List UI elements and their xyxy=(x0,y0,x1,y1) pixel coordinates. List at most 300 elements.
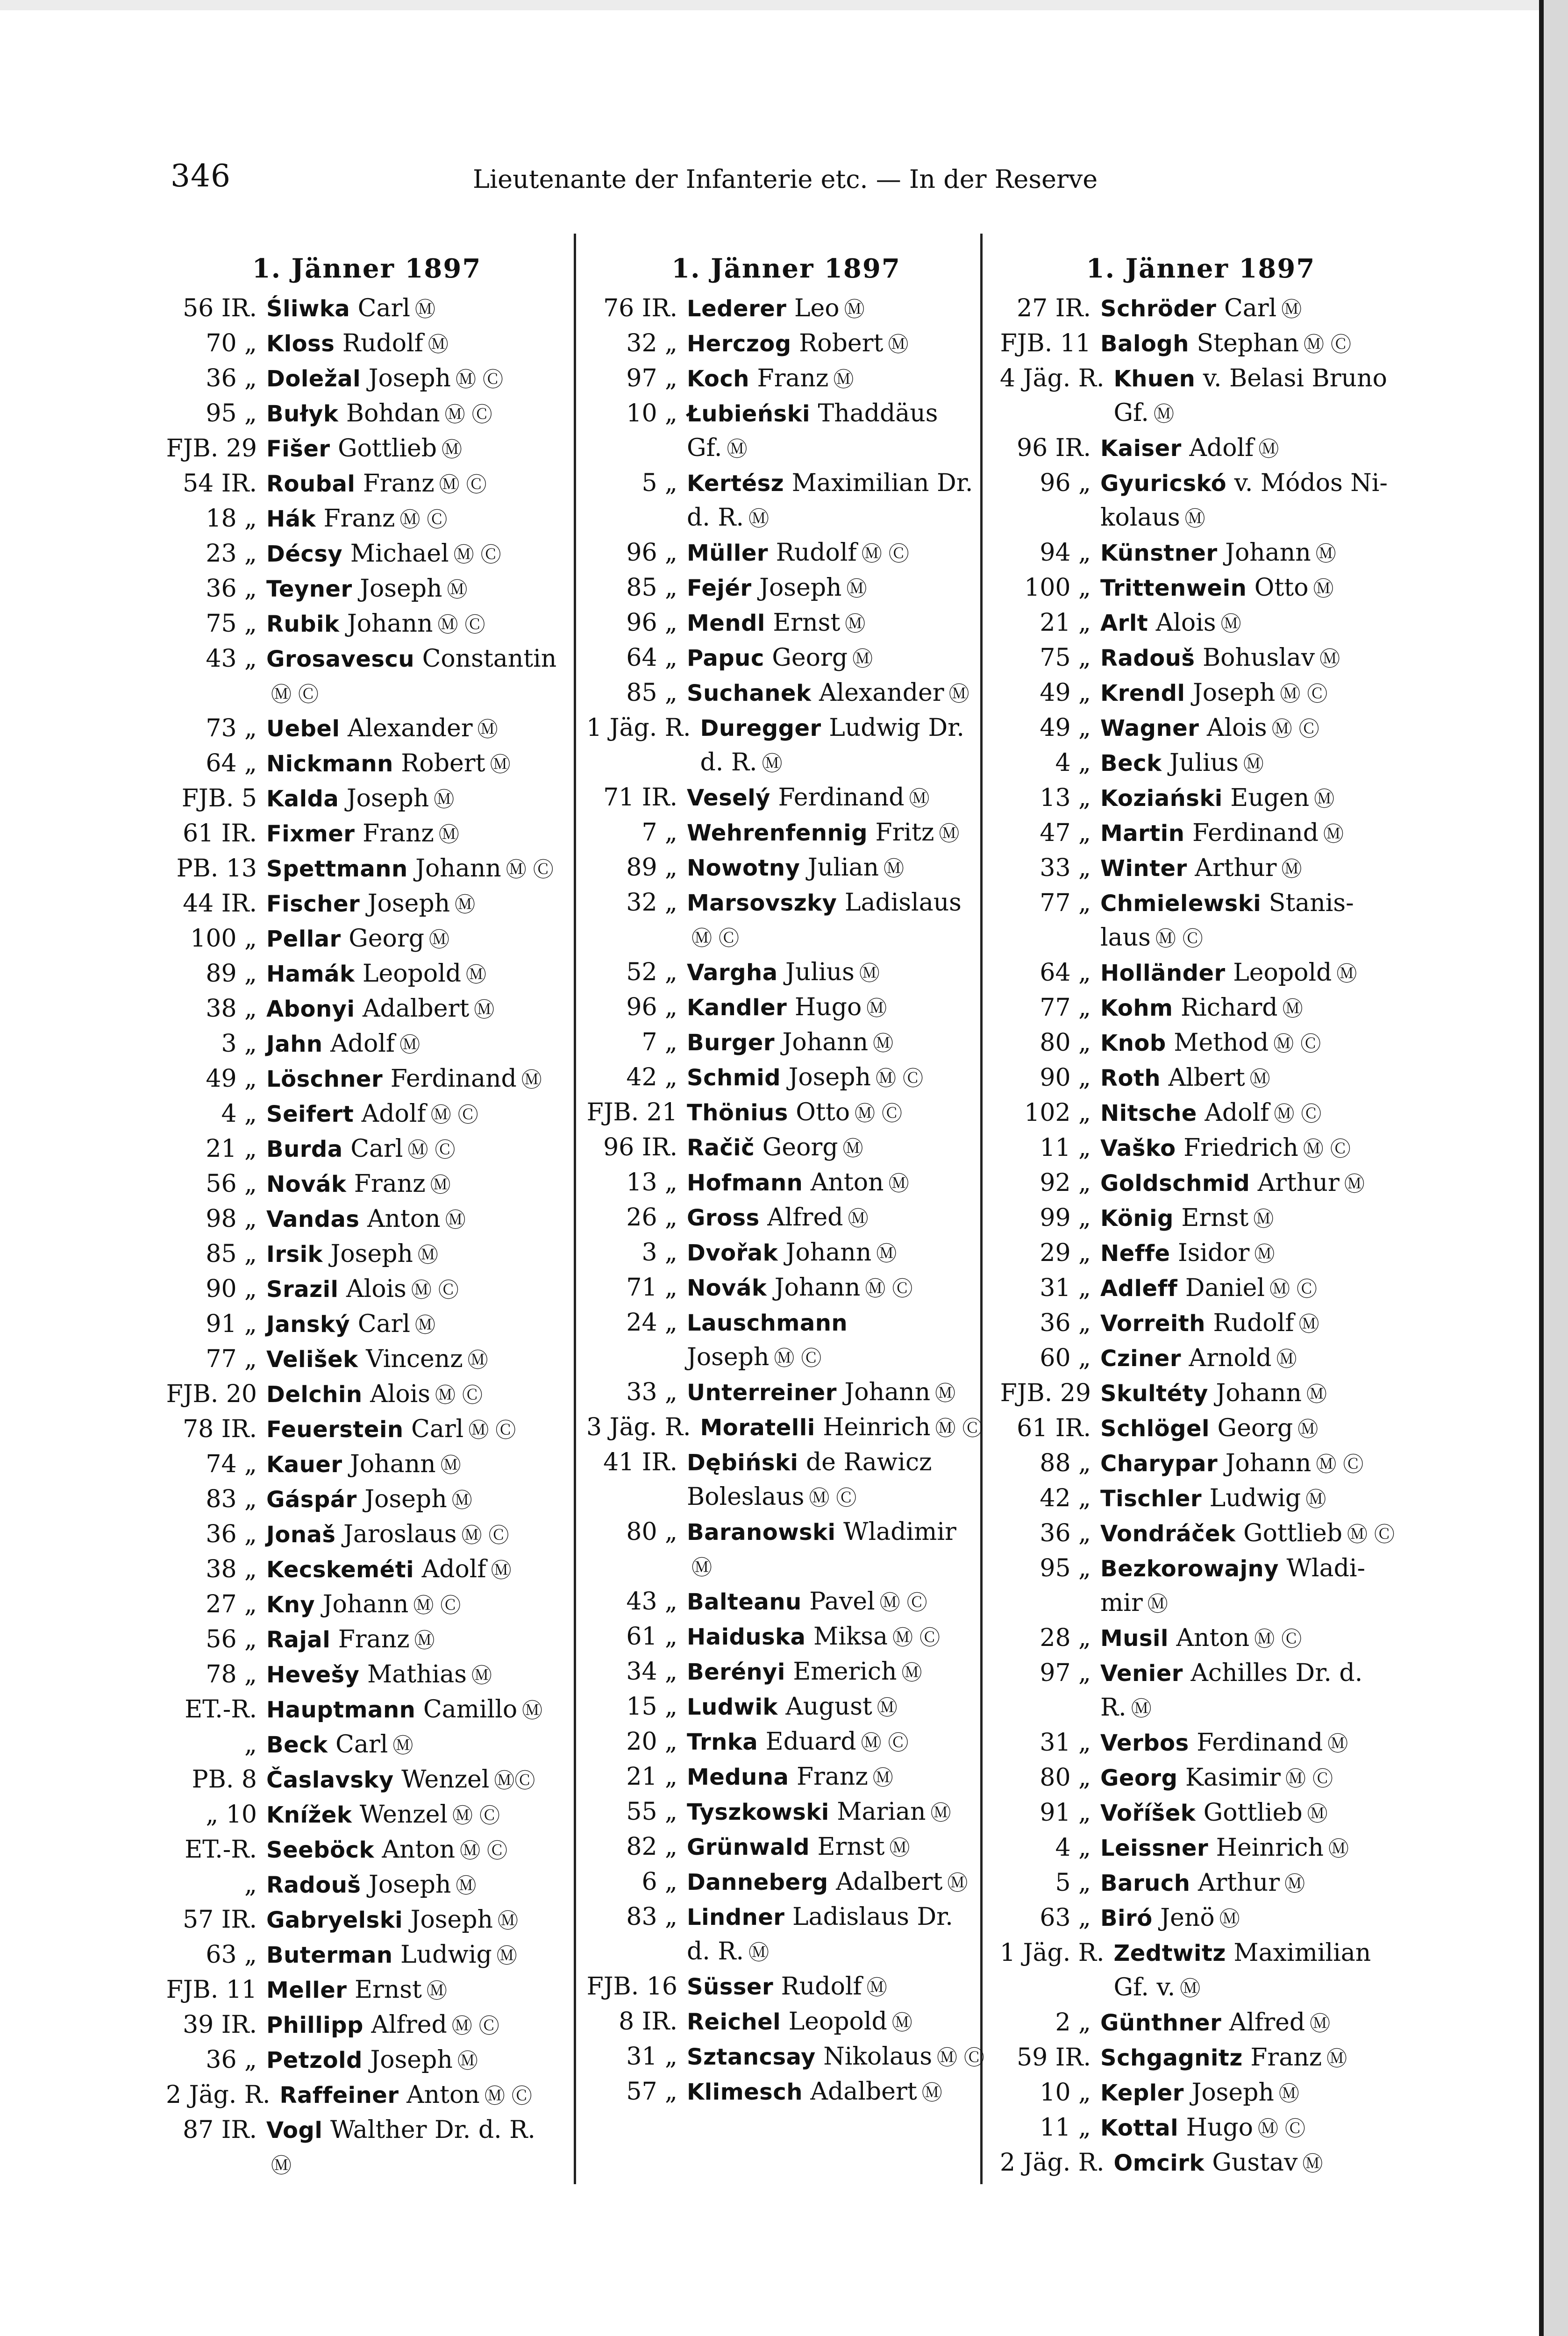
officer-name xyxy=(1100,1796,1402,1831)
unit-label: 32 „ xyxy=(626,889,677,917)
unit-label: 2 Jäg. R. xyxy=(1000,2149,1105,2177)
unit-label: 39 IR. xyxy=(183,2011,257,2039)
surname: Moratelli xyxy=(700,1415,815,1441)
decoration-marks: Ⓜ xyxy=(1278,2082,1299,2106)
given-name: Heinrich xyxy=(823,1413,931,1441)
list-item xyxy=(586,1970,986,2005)
surname: Łubieński xyxy=(687,401,810,427)
officer-name xyxy=(266,607,568,642)
officer-name xyxy=(266,712,568,747)
list-item xyxy=(1000,536,1402,571)
given-name: Johann xyxy=(1225,1449,1311,1477)
surname: Dębiński xyxy=(687,1450,798,1476)
list-item xyxy=(1000,1446,1402,1481)
decoration-marks: Ⓜ Ⓒ xyxy=(861,1731,909,1755)
unit-label: 100 „ xyxy=(1024,574,1091,602)
surname: Doležal xyxy=(266,366,361,392)
list-item xyxy=(1000,1517,1402,1552)
officer-name xyxy=(266,817,568,852)
list-item xyxy=(166,1062,568,1097)
decoration-marks: Ⓜ xyxy=(1319,647,1340,671)
officer-name xyxy=(1100,816,1402,851)
surname: Kloss xyxy=(266,331,335,357)
given-name: Alfred xyxy=(767,1204,843,1232)
unit-label: 74 „ xyxy=(206,1450,257,1478)
unit-label: 4 „ xyxy=(221,1100,257,1128)
unit-label: 6 „ xyxy=(641,1868,677,1896)
surname: Abonyi xyxy=(266,996,355,1022)
officer-name xyxy=(266,1693,568,1728)
decoration-marks: Ⓜ xyxy=(1298,1312,1319,1336)
decoration-marks: Ⓜ Ⓒ xyxy=(865,1277,913,1301)
decoration-marks: Ⓜ xyxy=(1184,507,1205,531)
unit-label: 5 „ xyxy=(641,469,677,497)
decoration-marks: Ⓜ Ⓒ xyxy=(1271,717,1319,741)
surname: Fejér xyxy=(687,575,752,601)
list-item xyxy=(166,747,568,782)
list-item xyxy=(586,1655,986,1690)
surname: Cziner xyxy=(1100,1346,1182,1372)
unit-label: FJB. 11 xyxy=(166,1976,257,2004)
given-name: Arthur xyxy=(1197,1869,1280,1897)
list-item xyxy=(166,1307,568,1342)
given-name: Joseph xyxy=(364,1485,447,1513)
list-item xyxy=(1000,1306,1402,1341)
unit-label: ET.-R. xyxy=(185,1695,257,1724)
given-name: Georg xyxy=(772,644,848,672)
officer-name xyxy=(266,327,568,362)
decoration-marks: Ⓜ Ⓒ xyxy=(407,1138,456,1162)
given-name: Julian xyxy=(807,854,879,882)
column-heading: 1. Jänner 1897 xyxy=(1086,253,1316,284)
surname: Charypar xyxy=(1100,1451,1218,1477)
given-name: Leopold xyxy=(1233,959,1332,987)
decoration-marks: Ⓜ Ⓒ xyxy=(453,543,501,567)
officer-name xyxy=(266,887,568,922)
list-item xyxy=(586,292,986,327)
given-name: Maximilian Gf. v. xyxy=(1113,1939,1371,2001)
decoration-marks: Ⓜ xyxy=(1281,857,1302,881)
given-name: Franz xyxy=(323,505,395,533)
unit-label: 94 „ xyxy=(1040,539,1091,567)
given-name: Joseph xyxy=(367,890,450,918)
officer-name xyxy=(687,1865,986,1900)
unit-label: 88 „ xyxy=(1040,1449,1091,1477)
given-name: Michael xyxy=(350,540,449,568)
given-name: Georg xyxy=(1217,1414,1293,1442)
decoration-marks: Ⓜ Ⓒ xyxy=(1273,1032,1321,1056)
given-name: Georg xyxy=(349,925,424,953)
decoration-marks: Ⓜ xyxy=(426,1979,447,2003)
decoration-marks: Ⓜ xyxy=(434,788,455,812)
list-item xyxy=(166,607,568,642)
unit-label: 15 „ xyxy=(626,1693,677,1721)
list-item xyxy=(166,1097,568,1132)
officer-name xyxy=(687,1271,986,1306)
list-item xyxy=(166,397,568,432)
given-name: Constantin xyxy=(422,645,557,673)
unit-label: 38 „ xyxy=(206,995,257,1023)
unit-label: 83 „ xyxy=(626,1903,677,1931)
decoration-marks: Ⓜ xyxy=(1131,1697,1152,1721)
officer-name xyxy=(1100,1166,1402,1201)
list-item xyxy=(166,1342,568,1377)
officer-name xyxy=(687,1131,986,1166)
given-name: Leopold xyxy=(362,960,462,988)
officer-name xyxy=(266,2043,568,2078)
unit-label: 92 „ xyxy=(1040,1169,1091,1197)
officer-name xyxy=(1100,536,1402,571)
surname: Adleff xyxy=(1100,1275,1178,1302)
decoration-marks: Ⓜ xyxy=(888,333,909,356)
surname: Knížek xyxy=(266,1802,352,1828)
given-name: Vincenz xyxy=(366,1345,463,1373)
decoration-marks: Ⓜ xyxy=(417,1243,438,1267)
given-name: Ernst xyxy=(773,609,841,637)
unit-label: 33 „ xyxy=(1040,854,1091,882)
surname: Chmielewski xyxy=(1100,890,1262,917)
given-name: Joseph xyxy=(360,575,442,603)
officer-name xyxy=(687,676,986,711)
list-item xyxy=(166,712,568,747)
unit-label: 77 „ xyxy=(1040,889,1091,917)
list-item xyxy=(586,2075,986,2110)
officer-name xyxy=(1100,1726,1402,1761)
given-name: Carl xyxy=(350,1135,403,1163)
decoration-marks: Ⓜ xyxy=(884,857,904,881)
surname: Skultéty xyxy=(1100,1381,1208,1407)
decoration-marks: Ⓜ Ⓒ xyxy=(1304,333,1352,356)
decoration-marks: Ⓜ xyxy=(876,1242,897,1266)
decoration-marks: Ⓜ Ⓒ xyxy=(861,542,909,566)
surname: Schgagnitz xyxy=(1100,2045,1243,2071)
unit-label: 91 „ xyxy=(206,1310,257,1338)
list-item xyxy=(1000,711,1402,746)
given-name: Heinrich xyxy=(1216,1834,1324,1862)
decoration-marks: Ⓜ xyxy=(414,1629,435,1652)
decoration-marks: Ⓜ xyxy=(466,963,487,987)
list-item xyxy=(586,851,986,886)
list-item xyxy=(1000,1656,1402,1726)
decoration-marks: Ⓜ Ⓒ xyxy=(1280,682,1328,706)
list-item xyxy=(1000,2146,1402,2181)
surname: Hofmann xyxy=(687,1170,803,1196)
unit-label: „ xyxy=(244,1731,257,1759)
list-item xyxy=(586,1271,986,1306)
surname: Pellar xyxy=(266,926,341,952)
list-item xyxy=(1000,676,1402,711)
unit-label: 41 IR. xyxy=(603,1448,677,1476)
officer-name xyxy=(687,327,986,362)
given-name: Arnold xyxy=(1189,1344,1272,1372)
list-item xyxy=(1000,1166,1402,1201)
decoration-marks: Ⓜ Ⓒ xyxy=(1274,1102,1322,1126)
entry-list xyxy=(1000,292,1402,2181)
surname: Seifert xyxy=(266,1101,354,1127)
unit-label: 71 „ xyxy=(626,1274,677,1302)
column-3 xyxy=(1000,252,1402,2181)
given-name: Kasimir xyxy=(1185,1764,1281,1792)
given-name: Joseph xyxy=(368,364,451,392)
surname: Wagner xyxy=(1100,715,1199,741)
officer-name xyxy=(266,1798,568,1833)
surname: Biró xyxy=(1100,1905,1153,1931)
given-name: Ladislaus xyxy=(844,889,962,917)
decoration-marks: Ⓜ Ⓒ xyxy=(437,613,485,637)
surname: Georg xyxy=(1100,1765,1178,1791)
decoration-marks: Ⓜ xyxy=(1336,962,1357,986)
given-name: Alois xyxy=(370,1380,430,1408)
decoration-marks: Ⓜ xyxy=(457,2049,478,2073)
decoration-marks: Ⓜ xyxy=(392,1734,413,1758)
surname: Balogh xyxy=(1100,331,1189,357)
surname: Grünwald xyxy=(687,1834,810,1860)
decoration-marks: Ⓜ xyxy=(948,682,969,706)
surname: Martin xyxy=(1100,820,1185,847)
unit-label: 5 „ xyxy=(1055,1869,1091,1897)
officer-name xyxy=(266,957,568,992)
surname: Grosavescu xyxy=(266,646,415,672)
officer-name xyxy=(266,747,568,782)
given-name: Alois xyxy=(1155,609,1216,637)
given-name: Mathias xyxy=(367,1660,467,1688)
surname: Knob xyxy=(1100,1030,1166,1056)
list-item xyxy=(586,1306,986,1375)
decoration-marks: Ⓜ xyxy=(1306,1382,1327,1406)
given-name: Johann xyxy=(1225,539,1311,567)
unit-label: 18 „ xyxy=(206,505,257,533)
surname: Hák xyxy=(266,506,316,532)
unit-label: 4 „ xyxy=(1055,1834,1091,1862)
decoration-marks: Ⓜ xyxy=(891,2011,912,2035)
unit-label: 98 „ xyxy=(206,1205,257,1233)
list-item xyxy=(1000,1796,1402,1831)
given-name: Ferdinand xyxy=(778,783,905,812)
surname: Seeböck xyxy=(266,1837,374,1863)
unit-label: 4 Jäg. R. xyxy=(1000,364,1105,392)
surname: Venier xyxy=(1100,1660,1183,1687)
decoration-marks: Ⓜ xyxy=(691,1556,712,1580)
unit-label: 4 „ xyxy=(1055,749,1091,777)
surname: Schmid xyxy=(687,1065,781,1091)
given-name: Adolf xyxy=(361,1100,426,1128)
surname: Hamák xyxy=(266,961,355,987)
surname: Meller xyxy=(266,1977,347,2003)
decoration-marks: Ⓜ xyxy=(846,577,867,601)
officer-name xyxy=(266,1658,568,1693)
unit-label: 56 IR. xyxy=(183,294,257,322)
decoration-marks: Ⓜ xyxy=(842,1137,863,1161)
surname: Baranowski xyxy=(687,1519,836,1545)
surname: Beck xyxy=(266,1732,328,1758)
surname: Unterreiner xyxy=(687,1380,837,1406)
given-name: Miksa xyxy=(813,1623,888,1651)
surname: Velišek xyxy=(266,1346,358,1373)
decoration-marks: Ⓜ xyxy=(1328,1837,1349,1861)
list-item xyxy=(166,1623,568,1658)
officer-name xyxy=(1100,431,1402,466)
list-item xyxy=(586,1865,986,1900)
given-name: Jaroslaus xyxy=(343,1520,457,1548)
unit-label: 21 „ xyxy=(1040,609,1091,637)
officer-name xyxy=(266,397,568,432)
given-name: Johann xyxy=(350,1450,436,1478)
surname: Koziański xyxy=(1100,785,1223,812)
given-name: Pavel xyxy=(809,1588,875,1616)
unit-label: FJB. 16 xyxy=(586,1973,677,2001)
list-item xyxy=(1000,1552,1402,1621)
decoration-marks: Ⓜ Ⓒ xyxy=(691,926,739,950)
given-name: Rudolf xyxy=(1213,1309,1294,1337)
officer-name xyxy=(266,1027,568,1062)
unit-label: 70 „ xyxy=(206,329,257,357)
officer-name xyxy=(1100,466,1402,536)
list-item xyxy=(166,1167,568,1202)
given-name: Joseph xyxy=(1192,679,1276,707)
decoration-marks: Ⓜ xyxy=(877,1696,898,1720)
unit-label: 13 „ xyxy=(1040,784,1091,812)
officer-name xyxy=(687,1061,986,1096)
officer-name xyxy=(687,1026,986,1061)
given-name: Adolf xyxy=(1189,434,1254,462)
unit-label: 91 „ xyxy=(1040,1799,1091,1827)
unit-label: 3 „ xyxy=(221,1030,257,1058)
unit-label: „ 10 xyxy=(206,1801,257,1829)
decoration-marks: Ⓜ Ⓒ xyxy=(435,1383,483,1407)
list-item xyxy=(586,1620,986,1655)
list-item xyxy=(586,1236,986,1271)
given-name: Carl xyxy=(357,1310,411,1338)
list-item xyxy=(586,1690,986,1725)
list-item xyxy=(1000,1726,1402,1761)
given-name: Method xyxy=(1174,1029,1269,1057)
given-name: Maximilian Dr. d. R. xyxy=(687,469,973,532)
officer-name xyxy=(1100,1376,1402,1411)
decoration-marks: Ⓜ xyxy=(521,1068,542,1092)
surname: Novák xyxy=(687,1275,767,1301)
officer-name xyxy=(1100,1411,1402,1446)
unit-label: 43 „ xyxy=(626,1588,677,1616)
given-name: Franz xyxy=(338,1625,410,1653)
decoration-marks: Ⓜ xyxy=(852,647,873,671)
surname: Nickmann xyxy=(266,751,393,777)
given-name: Franz xyxy=(757,364,829,392)
officer-name xyxy=(280,2078,568,2113)
surname: Haiduska xyxy=(687,1624,806,1650)
officer-name xyxy=(266,1553,568,1588)
officer-name xyxy=(700,1410,986,1446)
officer-name xyxy=(1100,1656,1402,1726)
unit-label: 59 IR. xyxy=(1017,2044,1091,2072)
decoration-marks: Ⓜ Ⓒ xyxy=(1155,927,1203,951)
given-name: v. Belasi Bruno Gf. xyxy=(1113,364,1387,427)
officer-name xyxy=(687,1096,986,1131)
list-item xyxy=(586,1026,986,1061)
given-name: Joseph xyxy=(346,784,429,812)
surname: Raffeiner xyxy=(279,2082,399,2108)
surname: Baruch xyxy=(1100,1870,1190,1896)
unit-label: 78 IR. xyxy=(183,1415,257,1443)
unit-label: 82 „ xyxy=(626,1833,677,1861)
officer-name xyxy=(687,886,986,955)
decoration-marks: Ⓜ xyxy=(1297,1417,1319,1441)
unit-label: 54 IR. xyxy=(183,470,257,498)
decoration-marks: Ⓜ Ⓒ xyxy=(452,1804,500,1828)
unit-label: 36 „ xyxy=(1040,1519,1091,1547)
surname: König xyxy=(1100,1205,1174,1232)
officer-name xyxy=(687,536,986,571)
surname: Löschner xyxy=(266,1066,383,1092)
officer-name xyxy=(266,1202,568,1237)
given-name: Robert xyxy=(799,329,884,357)
list-item xyxy=(166,1447,568,1482)
decoration-marks: Ⓜ Ⓒ xyxy=(1258,2117,1306,2141)
surname: Tischler xyxy=(1100,1486,1202,1512)
list-item xyxy=(1000,327,1402,362)
given-name: Joseph xyxy=(759,574,842,602)
decoration-marks: Ⓜ xyxy=(921,2081,942,2105)
surname: Vargha xyxy=(687,960,778,986)
unit-label: 43 „ xyxy=(206,645,257,673)
surname: Srazil xyxy=(266,1276,339,1303)
surname: Vogl xyxy=(266,2117,323,2144)
surname: Veselý xyxy=(687,785,770,811)
surname: Papuc xyxy=(687,645,764,671)
officer-name xyxy=(266,642,568,712)
given-name: Alfred xyxy=(1229,2008,1305,2037)
surname: Lindner xyxy=(687,1904,785,1930)
officer-name xyxy=(687,1236,986,1271)
given-name: Carl xyxy=(411,1415,464,1443)
given-name: Johann xyxy=(415,855,501,883)
unit-label: 49 „ xyxy=(1040,714,1091,742)
surname: Račič xyxy=(687,1135,755,1161)
surname: Müller xyxy=(687,540,769,566)
scan-right-margin xyxy=(1544,0,1568,2336)
given-name: Leo xyxy=(794,294,840,322)
unit-label: ET.-R. xyxy=(185,1836,257,1864)
given-name: Achilles Dr. d. R. xyxy=(1100,1659,1363,1722)
list-item xyxy=(586,1795,986,1830)
officer-name xyxy=(266,1342,568,1377)
decoration-marks: Ⓜ xyxy=(833,368,854,392)
officer-name xyxy=(687,292,986,327)
unit-label: FJB. 29 xyxy=(166,434,257,463)
decoration-marks: Ⓜ xyxy=(1326,2047,1347,2071)
officer-name xyxy=(266,1062,568,1097)
given-name: Ludwig xyxy=(400,1941,492,1969)
unit-label: 80 „ xyxy=(1040,1029,1091,1057)
unit-label: 7 „ xyxy=(641,1028,677,1056)
surname: Jahn xyxy=(266,1031,323,1057)
officer-name xyxy=(1100,327,1402,362)
officer-name xyxy=(687,781,986,816)
given-name: Wladi- mir xyxy=(1100,1554,1366,1617)
surname: Marsovszky xyxy=(687,890,837,916)
decoration-marks: Ⓜ Ⓒ xyxy=(879,1591,927,1615)
list-item xyxy=(1000,2076,1402,2111)
decoration-marks: Ⓜ xyxy=(866,1976,887,2000)
unit-label: 97 „ xyxy=(1040,1659,1091,1687)
surname: Kauer xyxy=(266,1452,342,1478)
surname: Kandler xyxy=(687,995,787,1021)
unit-label: 95 „ xyxy=(1040,1554,1091,1582)
decoration-marks: Ⓜ Ⓒ xyxy=(875,1067,923,1090)
surname: Kottal xyxy=(1100,2115,1179,2141)
list-item xyxy=(166,782,568,817)
given-name: Carl xyxy=(1224,294,1277,322)
surname: Spettmann xyxy=(266,856,408,882)
